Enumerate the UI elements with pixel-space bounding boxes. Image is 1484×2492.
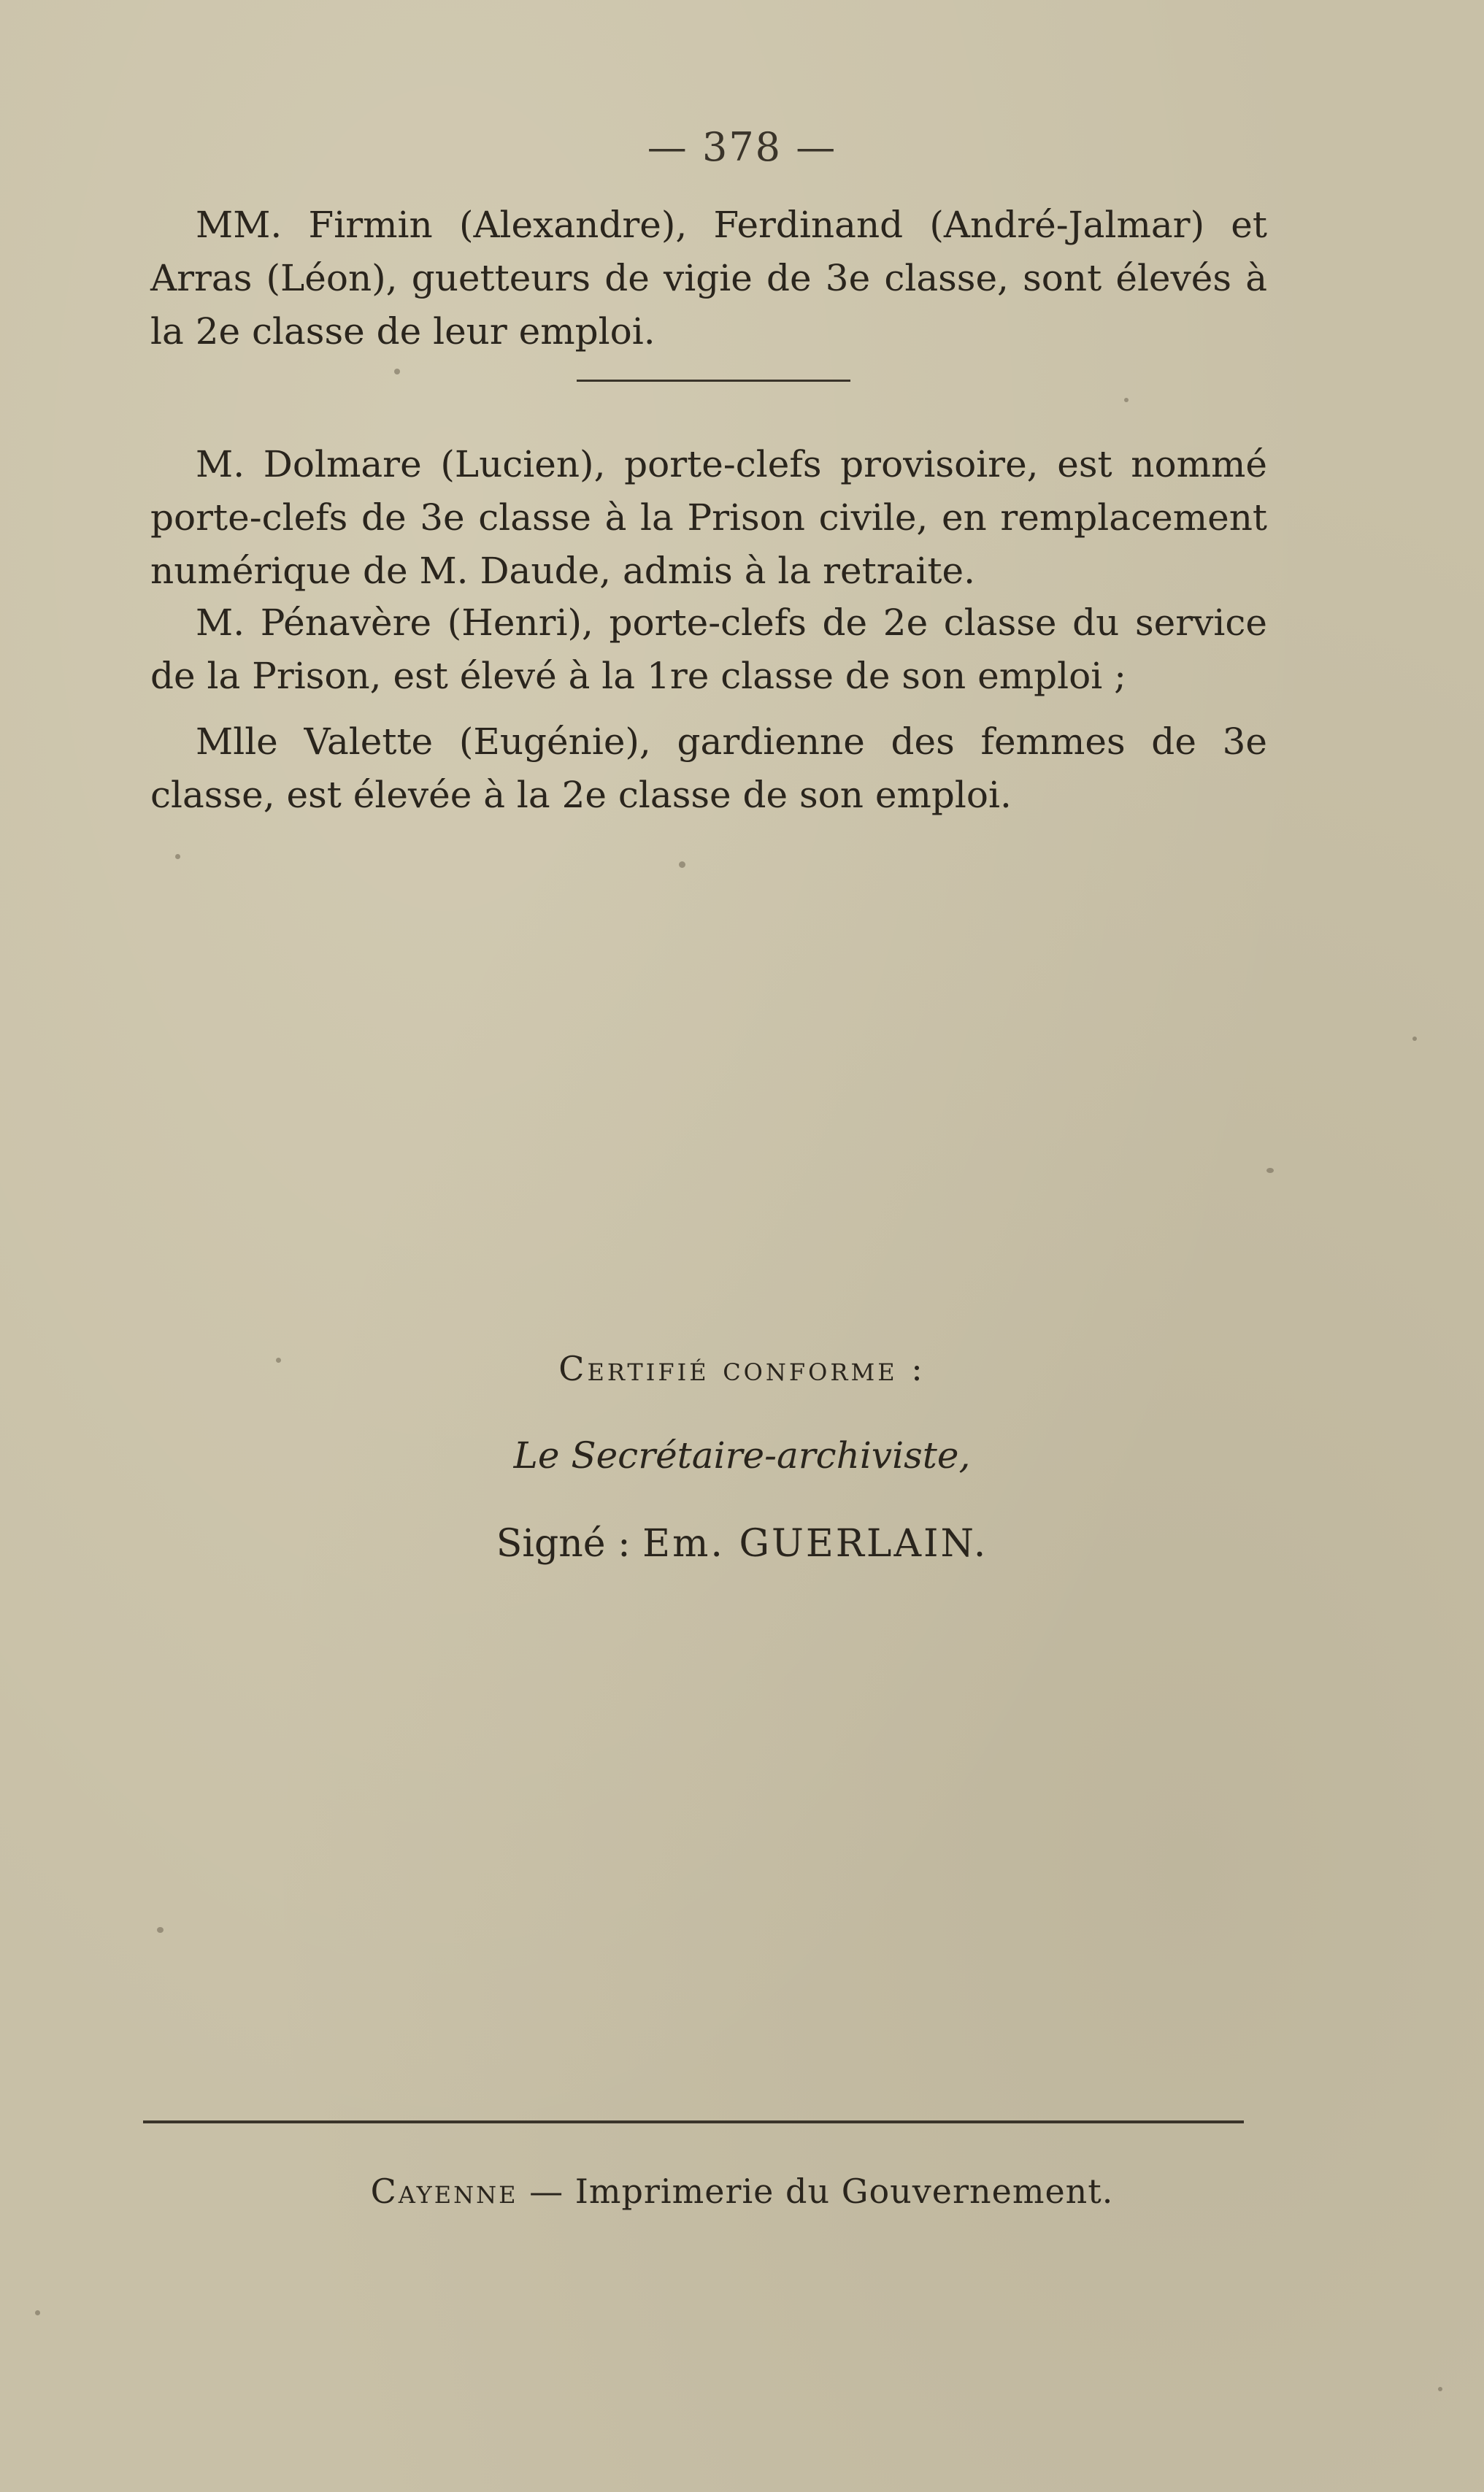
imprint-printer: Imprimerie du Gouvernement. — [574, 2172, 1114, 2211]
paper-speck — [394, 369, 400, 374]
paper-speck — [175, 854, 180, 859]
paragraph-text: Mlle Valette (Eugénie), gardienne des femmes de 3e classe, est élevée à la 2e classe de son emploi. — [150, 720, 1267, 816]
paper-speck — [1266, 1168, 1274, 1173]
signed-prefix: Signé : — [496, 1522, 631, 1566]
signatory-name: Em. GUERLAIN. — [642, 1522, 988, 1566]
paragraph-text: MM. Firmin (Alexandre), Ferdinand (André-Jalmar) et Arras (Léon), guetteurs de vigie de 3e classe, sont élevés à la 2e classe de leur emploi. — [150, 204, 1267, 353]
paragraph-promotion-valette — [150, 715, 1267, 822]
paper-speck — [1438, 2387, 1442, 2391]
imprint-city: Cayenne — [370, 2172, 518, 2211]
secretary-title: Le Secrétaire-archiviste, — [513, 1434, 971, 1477]
printer-imprint — [0, 2172, 1484, 2211]
signature-line — [0, 1522, 1484, 1566]
paragraph-nomination-dolmare — [150, 438, 1267, 598]
paragraph-promotion-guetteurs — [150, 199, 1267, 358]
footer-divider — [143, 2120, 1244, 2123]
section-divider — [577, 380, 850, 382]
paragraph-text: M. Pénavère (Henri), porte-clefs de 2e classe du service de la Prison, est élevé à la 1re classe de son emploi ; — [150, 601, 1267, 697]
paper-speck — [1412, 1037, 1417, 1041]
page-number: — 378 — — [647, 124, 837, 170]
paragraph-text: M. Dolmare (Lucien), porte-clefs provisoire, est nommé porte-clefs de 3e classe à la Prison civile, en remplacement numérique de M. Daude, admis à la retraite. — [150, 443, 1267, 592]
certification-heading: Certifié conforme : — [558, 1349, 926, 1388]
paper-speck — [1124, 398, 1129, 402]
imprint-separator: — — [529, 2172, 564, 2211]
paper-speck — [679, 861, 685, 868]
paper-speck — [35, 2310, 40, 2315]
paper-speck — [157, 1927, 164, 1933]
paragraph-promotion-penavere — [150, 596, 1267, 703]
